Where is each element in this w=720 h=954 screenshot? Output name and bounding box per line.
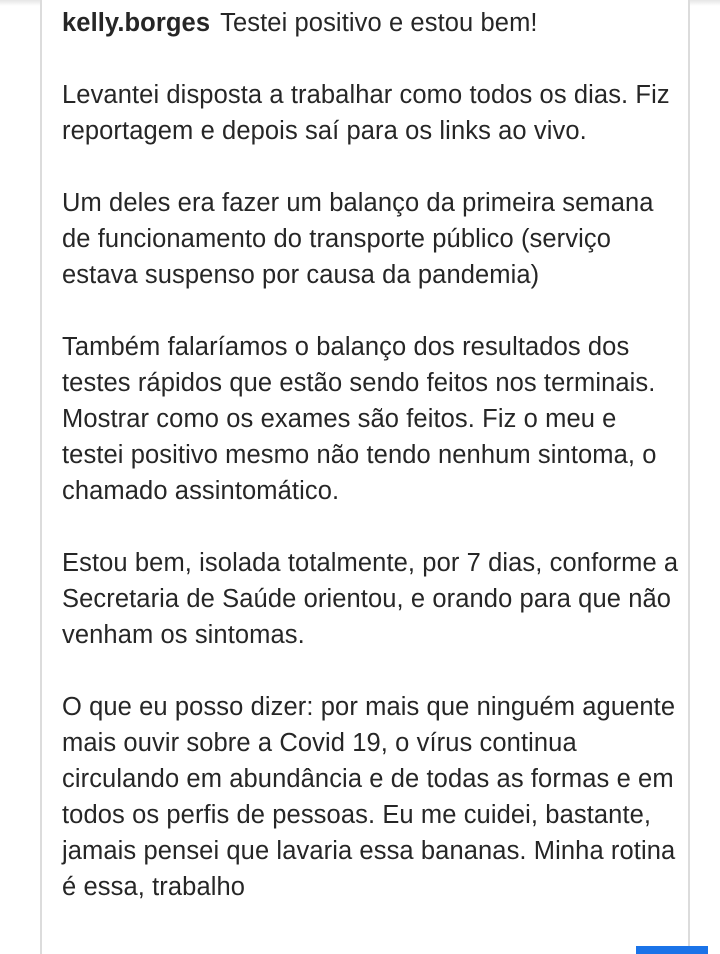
caption-paragraph: Levantei disposta a trabalhar como todos os dias. Fiz reportagem e depois saí para os links ao vivo. xyxy=(62,81,670,145)
caption-first-line: Testei positivo e estou bem! xyxy=(220,9,538,37)
floating-action-button[interactable] xyxy=(636,946,708,954)
caption-paragraph: Estou bem, isolada totalmente, por 7 dias, conforme a Secretaria de Saúde orientou, e orando para que não venham os sintomas. xyxy=(62,549,679,649)
caption-paragraph: Um deles era fazer um balanço da primeira semana de funcionamento do transporte público (serviço estava suspenso por causa da pandemia) xyxy=(62,189,654,289)
caption-paragraph: Também falaríamos o balanço dos resultados dos testes rápidos que estão sendo feitos nos terminais. Mostrar como os exames são feitos. Fiz o meu e testei positivo mesmo não tendo nenhum sintoma, o chamado assintomático. xyxy=(62,333,657,505)
caption-first-paragraph xyxy=(62,5,682,41)
caption-paragraph: O que eu posso dizer: por mais que ninguém aguente mais ouvir sobre a Covid 19, o vírus continua circulando em abundância e de todas as formas e em todos os perfis de pessoas. Eu me cuidei, bastante, jamais pensei que lavaria essa bananas. Minha rotina é essa, trabalho xyxy=(62,693,676,901)
post-caption xyxy=(62,5,682,941)
username-link[interactable]: kelly.borges xyxy=(62,9,211,37)
